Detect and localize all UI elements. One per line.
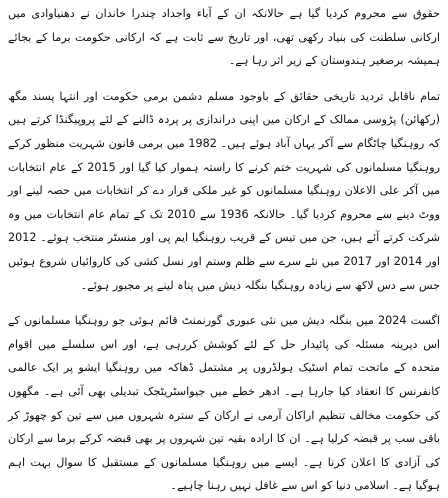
article-paragraph-2: تمام ناقابل تردید تاریخی حقائق کے باوجود مسلم دشمن برمی حکومت اور انتہا پسند مگھ (رکھائن) پڑوسی ممالک کے ارکان میں اپنی دراندازی پر پردہ ڈالنے کے لئے پروپیگنڈا کرتے ہیں کہ روہنگیا چاٹگام سے آکر یہاں آباد ہوئے ہیں۔ 1982 میں برمی قانون شہریت منظور کرکے روہنگیا مسلمانوں کی شہریت ختم کرنے کا راستہ ہموار کیا گیا اور 2015 کے عام انتخابات میں آکر علی الاعلان روہنگیا مسلمانوں کو غیر ملکی قرار دے کر انتخابات میں حصہ لینے اور ووٹ دینے سے محروم کردیا گیا۔ حالانکہ 1936 سے 2010 تک کے تمام عام انتخابات میں وہ شرکت کرتے آئے ہیں، جن میں تیس کے قریب روہنگیا ایم پی اور منسٹر منتخب ہوئے۔ 2012 اور 2014 اور 2017 میں نئے سرے سے ظلم وستم اور نسل کشی کی کاروائیاں شروع ہوئیں جس سے دس لاکھ سے زیادہ روہنگیا بنگلہ دیش میں پناہ لینے پر مجبور ہوئے۔ — [8, 89, 440, 292]
article-paragraph-3: اگست 2024 میں بنگلہ دیش میں نئی عبوری گورنمنٹ قائم ہوئی جو روہنگیا مسلمانوں کے اس دیرینہ مسئلہ کی پائیدار حل کے لئے کوشش کررہی ہے، اور اس سلسلے میں اقوام متحدہ کے ماتحت تمام اسٹیک ہولڈروں پر مشتمل ڈھاکہ میں روہنگیا ایشو پر ایک عالمی کانفرنس کا انعقاد کیا جارہا ہے۔ ادھر خطے میں جیواسٹریٹجک تبدیلی بھی آئی ہے۔ مگھوں کی حکومت مخالف تنظیم اراکان آرمی نے ارکان کے سترہ شہروں میں سے تین کو چھوڑ کر باقی سب پر قبضہ کرلیا ہے۔ ان کا ارادہ بقیہ تین شہروں پر بھی قبضہ کرکے برما سے ارکان کی آزادی کا اعلان کرنا ہے۔ ایسے میں روہنگیا مسلمانوں کے مستقبل کا سوال بہت اہم ہوگیا ہے۔ اسلامی دنیا کو اس سے غافل نہیں رہنا چاہیے۔ — [8, 314, 440, 493]
article-paragraph-1: حقوق سے محروم کردیا گیا ہے حالانکہ ان کے آباء واجداد چندرا خاندان نے دھنیاوادی میں ارکانی سلطنت کی بنیاد رکھی تھی، اور تاریخ سے ثابت ہے کہ ارکانی حکومت برما کے بجائے ہمیشہ برصغیر ہندوستان کے زیر اثر رہا ہے۔ — [8, 7, 440, 68]
